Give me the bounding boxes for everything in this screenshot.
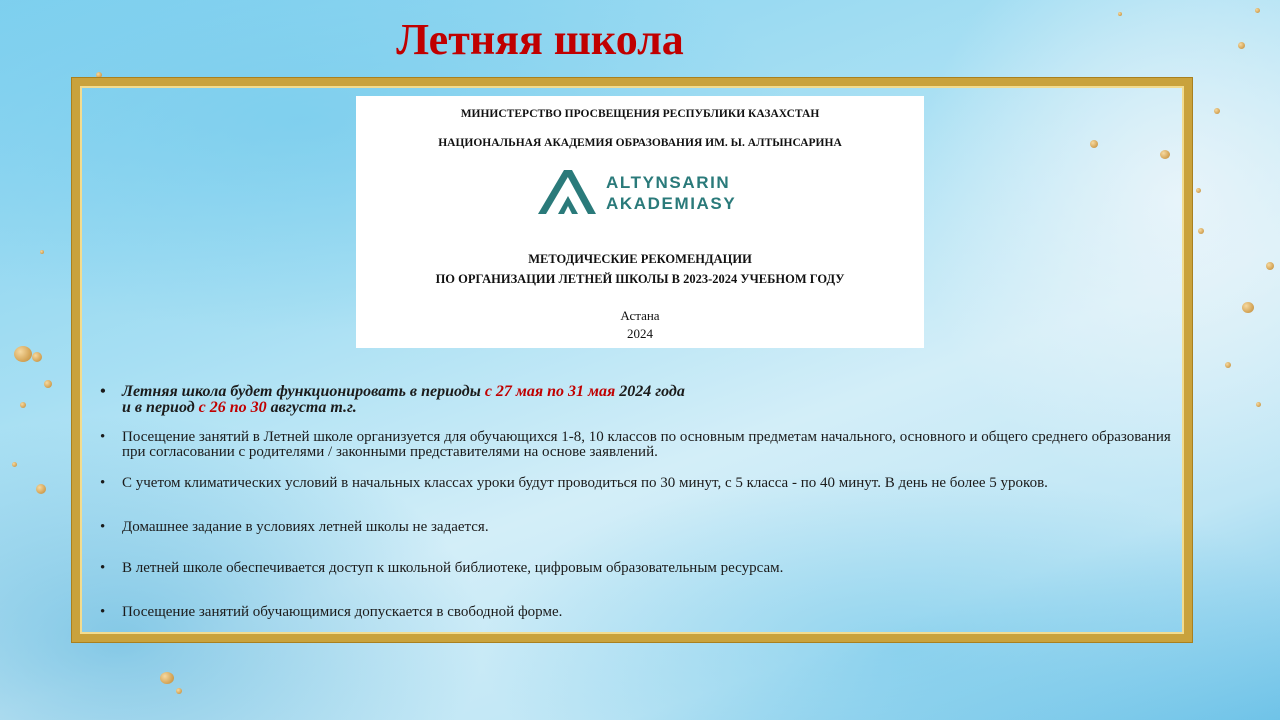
document-heading-2: ПО ОРГАНИЗАЦИИ ЛЕТНЕЙ ШКОЛЫ В 2023-2024 УЧЕБНОМ ГОДУ bbox=[435, 272, 845, 286]
ministry-name: МИНИСТЕРСТВО ПРОСВЕЩЕНИЯ РЕСПУБЛИКИ КАЗАХСТАН bbox=[460, 108, 820, 120]
bullet-icon: • bbox=[100, 560, 106, 576]
academy-logo-icon bbox=[536, 168, 598, 218]
bullet-1-text-3: и в период bbox=[122, 399, 199, 416]
bullet-1-highlight-2: с 26 по 30 bbox=[198, 399, 267, 416]
bullet-icon: • bbox=[100, 475, 106, 491]
bullet-4-text: Домашнее задание в условиях летней школы не задается. bbox=[122, 519, 489, 535]
bullet-icon: • bbox=[100, 429, 106, 445]
bullet-icon: • bbox=[100, 604, 106, 620]
bullet-icon: • bbox=[100, 519, 106, 535]
academy-name: НАЦИОНАЛЬНАЯ АКАДЕМИЯ ОБРАЗОВАНИЯ ИМ. Ы. АЛТЫНСАРИНА bbox=[438, 137, 842, 149]
bullet-6-text: Посещение занятий обучающимися допускается в свободной форме. bbox=[122, 604, 563, 620]
bullet-1-highlight-1: с 27 мая по 31 мая bbox=[484, 383, 616, 400]
bullet-1-text-4: августа т.г. bbox=[266, 399, 357, 416]
bullet-1-text: Летняя школа будет функционировать в периоды bbox=[122, 383, 485, 400]
bullet-2-text: Посещение занятий в Летней школе организуется для обучающихся 1-8, 10 классов по основным предметам начального, основного и общего среднего образования при согласовании с родителями / законными представителями на основе заявлений. bbox=[122, 429, 1171, 460]
bullet-icon: • bbox=[100, 383, 106, 400]
altynsarin-logo bbox=[536, 168, 756, 218]
document-city: Астана bbox=[620, 308, 660, 323]
document-year: 2024 bbox=[627, 326, 653, 341]
logo-line-2: AKADEMIASY bbox=[606, 194, 737, 213]
slide-title: Летняя школа bbox=[396, 15, 684, 64]
bullet-1-text-2: 2024 года bbox=[615, 383, 685, 400]
document-place-year bbox=[356, 307, 924, 343]
document-heading-1: МЕТОДИЧЕСКИЕ РЕКОМЕНДАЦИИ bbox=[528, 252, 752, 266]
bullet-5-text: В летней школе обеспечивается доступ к школьной библиотеке, цифровым образовательным ресурсам. bbox=[122, 560, 784, 576]
document-cover-image bbox=[356, 96, 924, 348]
logo-line-1: ALTYNSARIN bbox=[606, 173, 731, 192]
bullet-3-text: С учетом климатических условий в начальных классах уроки будут проводиться по 30 минут, с 5 класса - по 40 минут. В день не более 5 уроков. bbox=[122, 475, 1048, 491]
